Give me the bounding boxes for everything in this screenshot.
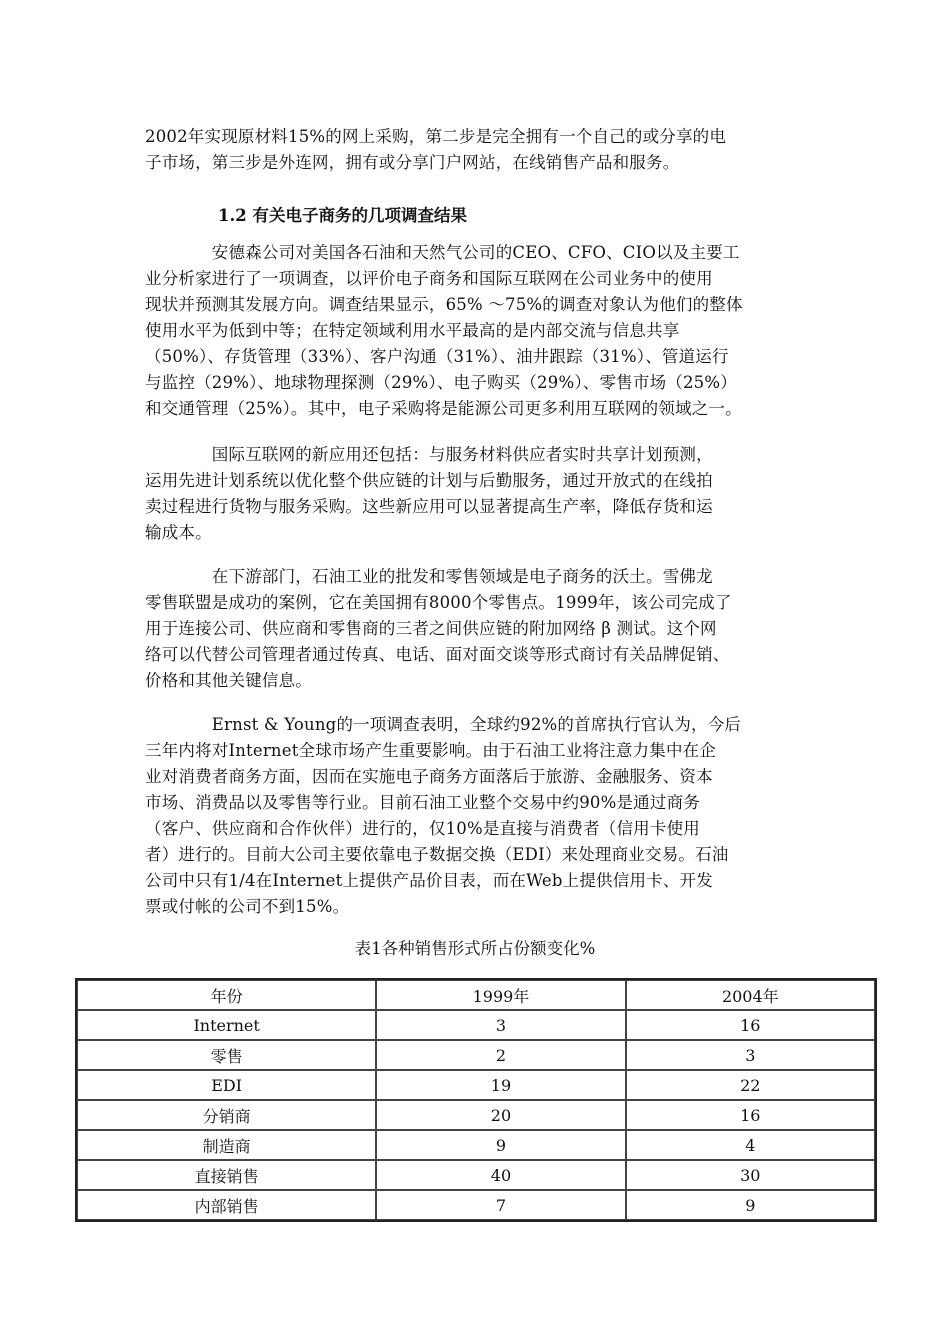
header-cell-1999: 1999年 (376, 980, 625, 1010)
sales-share-table (75, 978, 877, 1222)
text-line: 输成本。 (145, 523, 212, 542)
value-cell: 19 (376, 1070, 625, 1100)
value-cell: 3 (626, 1040, 875, 1070)
value-cell: 20 (376, 1100, 625, 1130)
table-row (77, 1070, 875, 1100)
text-line: 现状并预测其发展方向。调查结果显示，65% ～75%的调查对象认为他们的整体 (145, 295, 743, 314)
text-line: 零售联盟是成功的案例，它在美国拥有8000个零售点。1999年，该公司完成了 (145, 593, 732, 612)
text-line: 在下游部门，石油工业的批发和零售领域是电子商务的沃土。雪佛龙 (145, 567, 713, 586)
text-line: 公司中只有1/4在Internet上提供产品价目表，而在Web上提供信用卡、开发 (145, 871, 713, 890)
header-cell-2004: 2004年 (626, 980, 875, 1010)
table-caption: 表1各种销售形式所占份额变化% (354, 939, 596, 958)
value-cell: 30 (626, 1160, 875, 1190)
value-cell: 2 (376, 1040, 625, 1070)
text-line: 票或付帐的公司不到15%。 (145, 897, 350, 916)
text-line: 使用水平为低到中等；在特定领域利用水平最高的是内部交流与信息共享 (145, 321, 680, 340)
paragraph-intro (145, 124, 825, 176)
table-row (77, 1010, 875, 1040)
text-line: Ernst & Young的一项调查表明，全球约92%的首席执行官认为，今后 (145, 715, 742, 734)
row-label-cell: 内部销售 (77, 1190, 376, 1220)
header-cell-year: 年份 (77, 980, 376, 1010)
row-label-cell: 零售 (77, 1040, 376, 1070)
text-line: 子市场，第三步是外连网，拥有或分享门户网站，在线销售产品和服务。 (145, 153, 680, 172)
row-label-cell: 制造商 (77, 1130, 376, 1160)
row-label-cell: 分销商 (77, 1100, 376, 1130)
table-row (77, 1100, 875, 1130)
text-line: 络可以代替公司管理者通过传真、电话、面对面交谈等形式商讨有关品牌促销、 (145, 645, 730, 664)
table-header-row (77, 980, 875, 1010)
text-line: 安德森公司对美国各石油和天然气公司的CEO、CFO、CIO以及主要工 (145, 243, 740, 262)
value-cell: 16 (626, 1100, 875, 1130)
text-line: （客户、供应商和合作伙伴）进行的，仅10%是直接与消费者（信用卡使用 (145, 819, 700, 838)
paragraph-new-applications (145, 442, 825, 546)
text-line: 用于连接公司、供应商和零售商的三者之间供应链的附加网络 β 测试。这个网 (145, 619, 717, 638)
table-row (77, 1190, 875, 1220)
text-line: 与监控（29%）、地球物理探测（29%）、电子购买（29%）、零售市场（25%） (145, 373, 737, 392)
text-line: 2002年实现原材料15%的网上采购，第二步是完全拥有一个自己的或分享的电 (145, 127, 727, 146)
paragraph-survey (145, 240, 825, 422)
text-line: 者）进行的。目前大公司主要依靠电子数据交换（EDI）来处理商业交易。石油 (145, 845, 729, 864)
table-row (77, 1160, 875, 1190)
text-line: 业分析家进行了一项调查，以评价电子商务和国际互联网在公司业务中的使用 (145, 269, 713, 288)
text-line: 卖过程进行货物与服务采购。这些新应用可以显著提高生产率，降低存货和运 (145, 497, 713, 516)
text-line: 业对消费者商务方面，因而在实施电子商务方面落后于旅游、金融服务、资本 (145, 767, 713, 786)
text-line: 和交通管理（25%）。其中，电子采购将是能源公司更多利用互联网的领域之一。 (145, 399, 742, 418)
text-line: 运用先进计划系统以优化整个供应链的计划与后勤服务，通过开放式的在线拍 (145, 471, 713, 490)
value-cell: 40 (376, 1160, 625, 1190)
value-cell: 9 (376, 1130, 625, 1160)
text-line: 三年内将对Internet全球市场产生重要影响。由于石油工业将注意力集中在企 (145, 741, 717, 760)
row-label-cell: EDI (77, 1070, 376, 1100)
paragraph-downstream (145, 564, 825, 694)
text-line: 市场、消费品以及零售等行业。目前石油工业整个交易中约90%是通过商务 (145, 793, 700, 812)
text-line: 国际互联网的新应用还包括：与服务材料供应者实时共享计划预测， (145, 445, 713, 464)
value-cell: 7 (376, 1190, 625, 1220)
value-cell: 3 (376, 1010, 625, 1040)
value-cell: 16 (626, 1010, 875, 1040)
value-cell: 22 (626, 1070, 875, 1100)
value-cell: 4 (626, 1130, 875, 1160)
table-row (77, 1040, 875, 1070)
row-label-cell: 直接销售 (77, 1160, 376, 1190)
paragraph-ernst-young (145, 712, 825, 920)
text-line: 价格和其他关键信息。 (145, 671, 312, 690)
text-line: （50%）、存货管理（33%）、客户沟通（31%）、油井跟踪（31%）、管道运行 (145, 347, 729, 366)
row-label-cell: Internet (77, 1010, 376, 1040)
section-heading: 1.2 有关电子商务的几项调查结果 (218, 206, 467, 225)
value-cell: 9 (626, 1190, 875, 1220)
table-row (77, 1130, 875, 1160)
